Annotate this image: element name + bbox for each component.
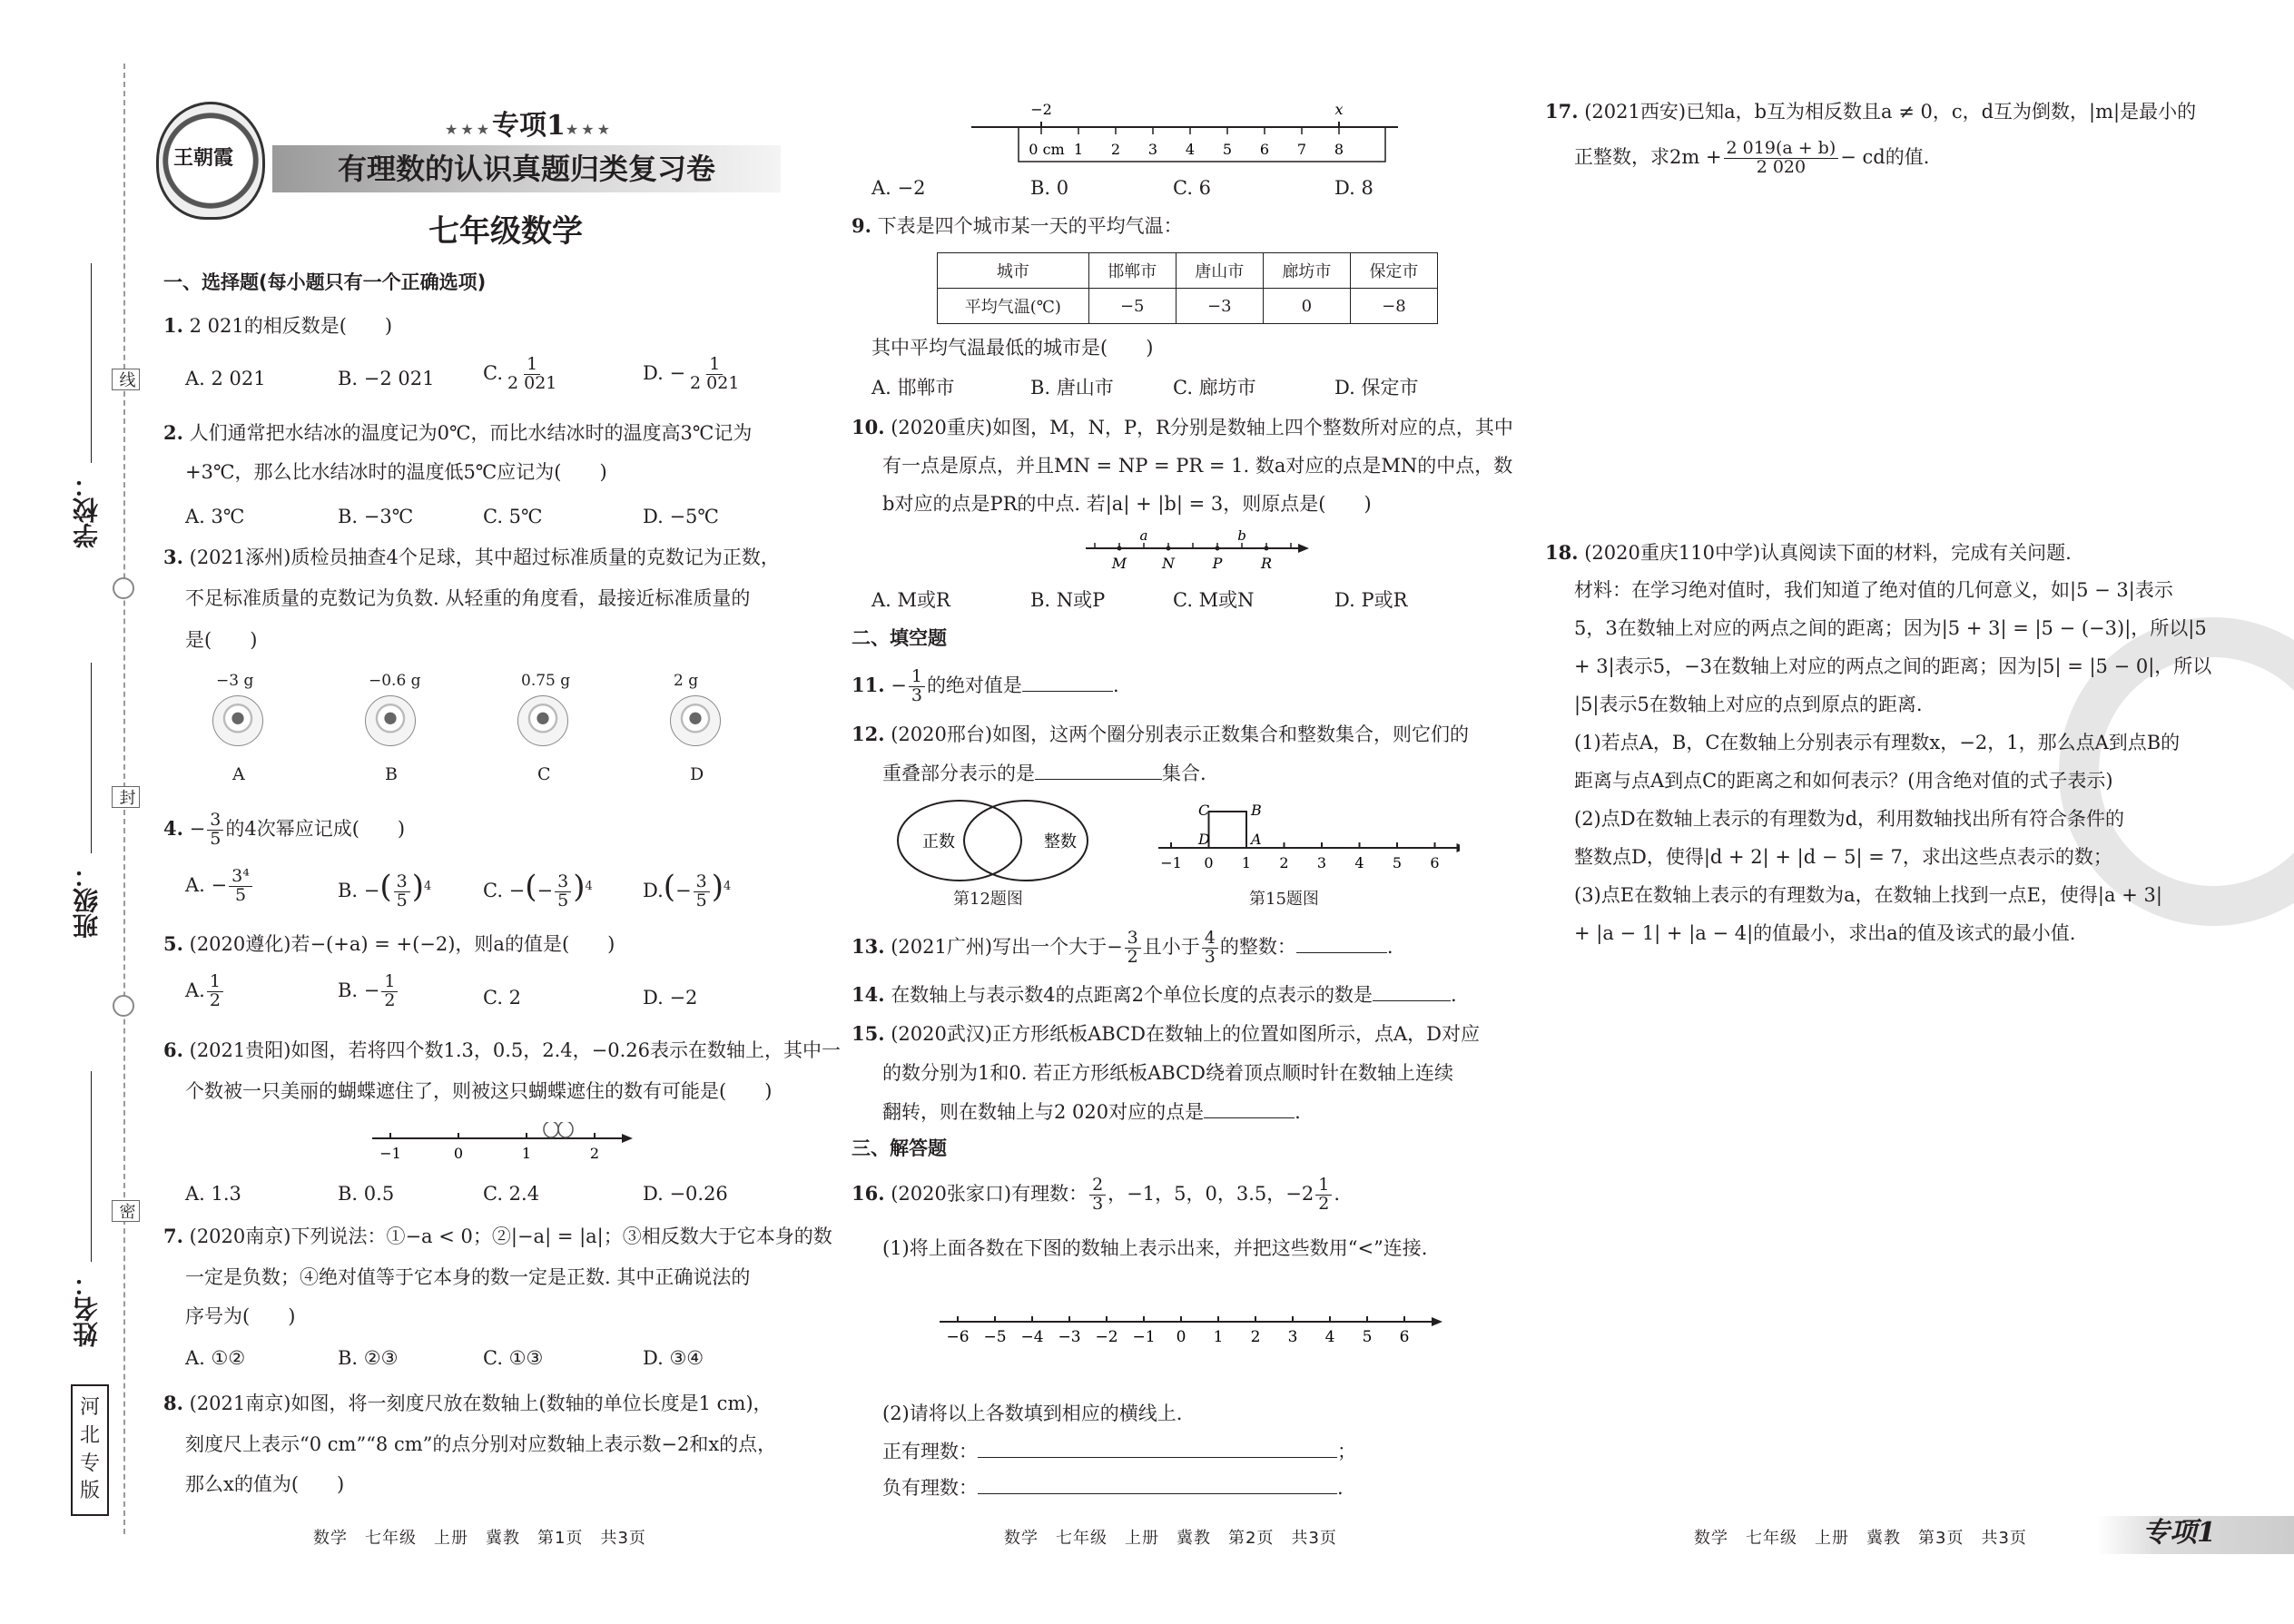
q8-option-a[interactable]: A. −2 <box>871 177 926 199</box>
edition-box <box>71 1384 109 1516</box>
q9-temperature-table <box>937 252 1438 324</box>
table-row <box>938 289 1438 324</box>
ruler-label: 4 <box>1185 141 1196 158</box>
q1-option-c[interactable]: C. $\frac{1}{2 021}$ <box>483 354 557 393</box>
point-label: a <box>1139 530 1148 544</box>
ruler-label: 7 <box>1296 141 1307 158</box>
point-label: M <box>1111 555 1127 572</box>
q7-option-d[interactable]: D. ③④ <box>643 1347 704 1369</box>
q7-line3: 序号为( ) <box>185 1305 296 1327</box>
tick-label: −2 <box>1095 1328 1118 1346</box>
ball-option-label[interactable]: C <box>537 764 551 784</box>
name-label: 姓名： <box>72 1271 102 1347</box>
q15-line1: 15. (2020武汉)正方形纸板ABCD在数轴上的位置如图所示，点A，D对应 <box>852 1022 1480 1045</box>
footer-page2: 数学 七年级 上册 冀教 第2页 共3页 <box>1004 1529 1337 1548</box>
q15-answer-blank[interactable] <box>1204 1100 1295 1118</box>
tick-label: 4 <box>1354 854 1364 871</box>
tick-label: 5 <box>1392 854 1403 871</box>
school-label: 学校： <box>72 472 102 548</box>
axis-point-label: −2 <box>1030 101 1052 118</box>
soccer-ball-icon <box>517 695 568 746</box>
tick-label: 1 <box>521 1145 532 1162</box>
tick-label: −3 <box>1058 1328 1081 1346</box>
tick-label: −1 <box>379 1145 401 1162</box>
tick-label: −4 <box>1020 1328 1044 1346</box>
point-dot <box>1167 546 1171 551</box>
positive-set-label: 正数 <box>922 832 955 851</box>
ruler-label: 2 <box>1110 141 1121 158</box>
q7-option-c[interactable]: C. ①③ <box>483 1347 544 1369</box>
table-cell: 平均气温(℃) <box>938 289 1089 324</box>
binding-mark-xian: 线 <box>112 369 140 390</box>
q4-option-b[interactable]: B. −( $\frac{3}{5}$ )$^4$ <box>338 869 432 910</box>
badge-stars: ★★★专项1★★★ <box>445 110 613 142</box>
q18-line4: + 3|表示5，−3在数轴上对应的两点之间的距离；因为|5| = |5 − 0|，所以 <box>1574 655 2212 677</box>
q1-option-b[interactable]: B. −2 021 <box>338 368 435 389</box>
q15-caption: 第15题图 <box>1249 890 1319 909</box>
subject-title: 七年级数学 <box>428 213 583 250</box>
q18-line11: + |a − 1| + |a − 4|的值最小，求出a的值及该式的最小值. <box>1574 922 2076 944</box>
ball-weight: 2 g <box>674 672 699 690</box>
axis-arrow <box>1432 1317 1442 1326</box>
q6-number-line <box>363 1122 635 1176</box>
q12-venn-diagram <box>891 795 1093 886</box>
point-label: b <box>1237 530 1246 544</box>
tick-label: 2 <box>1250 1328 1261 1346</box>
q12-line1: 12. (2020邢台)如图，这两个圈分别表示正数集合和整数集合，则它们的 <box>852 723 1470 745</box>
q9-option-d[interactable]: D. 保定市 <box>1334 377 1419 399</box>
ball-option-label[interactable]: D <box>690 764 704 784</box>
q18-line7: 距离与点A到点C的距离之和如何表示？(用含绝对值的式子表示) <box>1574 770 2113 792</box>
q7-option-a[interactable]: A. ①② <box>185 1347 246 1369</box>
table-cell: −3 <box>1176 289 1263 324</box>
name-field[interactable] <box>91 1071 92 1262</box>
q7-line1: 7. (2020南京)下列说法：①−a < 0；②|−a| = |a|；③相反数大于它本身的数 <box>163 1225 832 1247</box>
q17-line2: 正整数，求2m + $\frac{2 019(a + b)}{2 020}$ − cd的值. <box>1574 138 1930 177</box>
q6-option-a[interactable]: A. 1.3 <box>185 1183 241 1205</box>
axis-arrow <box>622 1134 633 1143</box>
tick-label: 0 <box>453 1145 464 1162</box>
q2-line1: 2. 人们通常把水结冰的温度记为0℃，而比水结冰时的温度高3℃记为 <box>163 421 753 444</box>
q5-option-d[interactable]: D. −2 <box>643 987 698 1009</box>
axis-arrow <box>1298 544 1309 553</box>
axis-point-label: x <box>1334 101 1344 118</box>
vertex-label: B <box>1251 802 1262 819</box>
section-solve: 三、解答题 <box>852 1137 947 1159</box>
seal-icon <box>113 995 134 1017</box>
ruler-label: 5 <box>1222 141 1233 158</box>
ruler-label: 8 <box>1334 141 1344 158</box>
q10-number-line <box>1086 530 1313 576</box>
square-abcd <box>1209 812 1247 848</box>
q17-line1: 17. (2021西安)已知a，b互为相反数且a ≠ 0，c，d互为倒数，|m|是最小的 <box>1545 100 2197 123</box>
q6-line2: 个数被一只美丽的蝴蝶遮住了，则被这只蝴蝶遮住的数有可能是( ) <box>185 1080 773 1102</box>
q10-option-a[interactable]: A. M或R <box>871 589 950 611</box>
q8-option-c[interactable]: C. 6 <box>1173 177 1212 199</box>
q4-option-d[interactable]: D.(− $\frac{3}{5}$ )$^4$ <box>643 869 732 910</box>
tick-label: −1 <box>1160 854 1182 871</box>
logo-badge <box>156 102 265 220</box>
vertex-label: A <box>1251 831 1262 848</box>
binding-mark-feng: 封 <box>112 786 140 808</box>
edition-char: 专 <box>79 1452 100 1475</box>
q2-option-c[interactable]: C. 5℃ <box>483 506 543 527</box>
q10-option-b[interactable]: B. N或P <box>1030 589 1106 611</box>
q4-option-c[interactable]: C. −(− $\frac{3}{5}$ )$^4$ <box>483 869 593 910</box>
q9-stem: 9. 下表是四个城市某一天的平均气温： <box>852 214 1183 237</box>
integer-set-label: 整数 <box>1044 832 1077 851</box>
ball-weight: −0.6 g <box>369 672 421 690</box>
q9-option-c[interactable]: C. 廊坊市 <box>1173 377 1256 399</box>
q16-part2: (2)请将以上各数填到相应的横线上. <box>882 1403 1183 1424</box>
q10-option-d[interactable]: D. P或R <box>1334 589 1408 611</box>
table-cell: −5 <box>1088 289 1176 324</box>
page-title: 有理数的认识真题归类复习卷 <box>338 152 716 186</box>
q18-line2: 材料：在学习绝对值时，我们知道了绝对值的几何意义，如|5 − 3|表示 <box>1574 579 2173 601</box>
axis-arrow <box>1457 843 1461 852</box>
positive-answer-blank[interactable] <box>978 1440 1337 1458</box>
table-cell: 城市 <box>938 253 1089 289</box>
binding-mark-mi: 密 <box>112 1200 140 1222</box>
q16-negative-row: 负有理数： . <box>882 1477 1344 1499</box>
q16-part1: (1)将上面各数在下图的数轴上表示出来，并把这些数用“<”连接. <box>882 1237 1428 1259</box>
ruler-label: 1 <box>1073 141 1084 158</box>
table-cell: 唐山市 <box>1176 253 1263 289</box>
table-cell: 保定市 <box>1350 253 1437 289</box>
soccer-ball-icon <box>670 695 721 746</box>
vertex-label: C <box>1198 802 1210 819</box>
q1: 1. 2 021的相反数是( ) <box>163 314 393 337</box>
table-cell: 邯郸市 <box>1088 253 1176 289</box>
class-label: 班级： <box>72 862 102 939</box>
q15-line3: 翻转，则在数轴上与2 020对应的点是 . <box>882 1101 1301 1123</box>
q9-option-a[interactable]: A. 邯郸市 <box>871 377 955 399</box>
butterfly-icon <box>558 1122 573 1137</box>
tick-label: −6 <box>946 1328 970 1346</box>
tick-label: 6 <box>1399 1328 1410 1346</box>
tick-label: −1 <box>1132 1328 1156 1346</box>
q11-answer-blank[interactable] <box>1022 674 1113 692</box>
vertex-label: D <box>1198 831 1210 848</box>
badge-title: 专项1 <box>492 110 566 142</box>
ball-weight: −3 g <box>216 672 254 690</box>
logo-text: 王朝霞 <box>173 146 234 170</box>
q15-square-figure <box>1151 797 1460 888</box>
tick-label: 0 <box>1204 854 1214 871</box>
seal-icon <box>113 577 134 599</box>
q1-option-d[interactable]: D. − $\frac{1}{2 021}$ <box>643 354 740 393</box>
point-dot <box>1216 546 1220 551</box>
q8-option-b[interactable]: B. 0 <box>1030 177 1069 199</box>
point-dot <box>1265 546 1269 551</box>
q8-option-d[interactable]: D. 8 <box>1334 177 1373 199</box>
q5-option-a[interactable]: A. $\frac{1}{2}$ <box>185 973 225 1010</box>
q5-option-b[interactable]: B. − $\frac{1}{2}$ <box>338 973 399 1010</box>
tick-label: 0 <box>1176 1328 1186 1346</box>
q4-option-a[interactable]: A. − $\frac{\text{3⁴}}{5}$ <box>185 868 254 905</box>
ruler-label: 0 cm <box>1029 141 1065 158</box>
q11: 11. − $\frac{1}{3}$ 的绝对值是 . <box>852 666 1119 705</box>
edition-char: 河 <box>79 1395 100 1419</box>
q9-option-b[interactable]: B. 唐山市 <box>1030 377 1114 399</box>
q3-line1: 3. (2021涿州)质检员抽查4个足球，其中超过标准质量的克数记为正数， <box>163 546 780 568</box>
q8-line3: 那么x的值为( ) <box>185 1473 345 1495</box>
footer-tag: 专项1 <box>2142 1517 2216 1549</box>
q15-line2: 的数分别为1和0. 若正方形纸板ABCD绕着顶点顺时针在数轴上连续 <box>882 1062 1453 1084</box>
tick-label: 1 <box>1213 1328 1224 1346</box>
q18-line1: 18. (2020重庆110中学)认真阅读下面的材料，完成有关问题. <box>1545 541 2072 564</box>
ruler-label: 6 <box>1259 141 1270 158</box>
soccer-ball-icon <box>212 695 263 746</box>
q6-line1: 6. (2021贵阳)如图，若将四个数1.3，0.5，2.4，−0.26表示在数轴上，其中一 <box>163 1038 841 1061</box>
footer-page3: 数学 七年级 上册 冀教 第3页 共3页 <box>1694 1529 2027 1548</box>
tick-label: 3 <box>1287 1328 1298 1346</box>
class-field[interactable] <box>91 663 92 853</box>
q3-line2: 不足标准质量的克数记为负数. 从轻重的角度看，最接近标准质量的 <box>185 587 751 609</box>
table-cell: 0 <box>1263 289 1350 324</box>
q12-caption: 第12题图 <box>953 890 1023 909</box>
q18-line6: (1)若点A，B，C在数轴上分别表示有理数x，−2，1，那么点A到点B的 <box>1574 732 2181 753</box>
q2-line2: +3℃，那么比水结冰时的温度低5℃应记为( ) <box>185 461 607 483</box>
q12-line2: 重叠部分表示的是 集合. <box>882 763 1206 784</box>
q1-option-a[interactable]: A. 2 021 <box>185 368 266 389</box>
section-fill: 二、填空题 <box>852 627 947 649</box>
q7-option-b[interactable]: B. ②③ <box>338 1347 399 1369</box>
q14-answer-blank[interactable] <box>1373 983 1451 1001</box>
table-cell: 廊坊市 <box>1263 253 1350 289</box>
table-row <box>938 253 1438 289</box>
q16-number-line[interactable] <box>935 1305 1452 1360</box>
q10-line2: 有一点是原点，并且MN = NP = PR = 1. 数a对应的点是MN的中点，数 <box>882 455 1513 477</box>
school-field[interactable] <box>91 263 92 463</box>
point-label: R <box>1260 555 1273 572</box>
ball-option-label[interactable]: A <box>232 764 245 784</box>
q2-option-d[interactable]: D. −5℃ <box>643 506 719 527</box>
q13-answer-blank[interactable] <box>1296 935 1387 953</box>
q7-line2: 一定是负数；④绝对值等于它本身的数一定是正数. 其中正确说法的 <box>185 1266 751 1288</box>
q8-line1: 8. (2021南京)如图，将一刻度尺放在数轴上(数轴的单位长度是1 cm)， <box>163 1392 773 1414</box>
ball-weight: 0.75 g <box>521 672 571 690</box>
point-dot <box>1117 546 1122 551</box>
footer-page1: 数学 七年级 上册 冀教 第1页 共3页 <box>313 1529 646 1548</box>
q6-option-d[interactable]: D. −0.26 <box>643 1183 728 1205</box>
ruler-label: 3 <box>1147 141 1158 158</box>
tick-label: 5 <box>1362 1328 1373 1346</box>
q18-line9: 整数点D，使得|d + 2| + |d − 5| = 7，求出这些点表示的数； <box>1574 846 2112 868</box>
q18-line5: |5|表示5在数轴上对应的点到原点的距离. <box>1574 694 1923 715</box>
butterfly-icon <box>544 1122 558 1137</box>
q6-option-b[interactable]: B. 0.5 <box>338 1183 395 1205</box>
q18-line8: (2)点D在数轴上表示的有理数为d，利用数轴找出所有符合条件的 <box>1574 808 2125 830</box>
q10-option-c[interactable]: C. M或N <box>1173 589 1255 611</box>
q16-stem: 16. (2020张家口)有理数： $\frac{2}{3}$ ，−1，5，0，3.5，−2 $\frac{1}{2}$ . <box>852 1175 1340 1214</box>
tick-label: 2 <box>1279 854 1289 871</box>
negative-answer-blank[interactable] <box>978 1476 1337 1494</box>
q18-line10: (3)点E在数轴上表示的有理数为a，在数轴上找到一点E，使得|a + 3| <box>1574 884 2162 906</box>
tick-label: 4 <box>1324 1328 1335 1346</box>
q4: 4. − $\frac{3}{5}$ 的4次幂应记成( ) <box>163 810 406 849</box>
q8-line2: 刻度尺上表示“0 cm”“8 cm”的点分别对应数轴上表示数−2和x的点， <box>185 1433 777 1455</box>
edition-char: 北 <box>79 1423 100 1447</box>
q10-line3: b对应的点是PR的中点. 若|a| + |b| = 3，则原点是( ) <box>882 493 1372 515</box>
tick-label: 1 <box>1241 854 1252 871</box>
tick-label: −5 <box>983 1328 1007 1346</box>
q14: 14. 在数轴上与表示数4的点距离2个单位长度的点表示的数是 . <box>852 983 1457 1006</box>
q16-positive-row: 正有理数： ； <box>882 1441 1356 1462</box>
q10-line1: 10. (2020重庆)如图，M，N，P，R分别是数轴上四个整数所对应的点，其中 <box>852 416 1513 438</box>
point-label: N <box>1162 555 1175 572</box>
section-choice: 一、选择题(每小题只有一个正确选项) <box>163 271 487 293</box>
edition-char: 版 <box>79 1480 100 1503</box>
positive-set-ellipse <box>898 801 1021 881</box>
tick-label: 3 <box>1316 854 1327 871</box>
tick-label: 6 <box>1430 854 1440 871</box>
q2-option-a[interactable]: A. 3℃ <box>185 506 245 527</box>
q13: 13. (2021广州)写出一个大于− $\frac{3}{2}$ 且小于 $\frac{4}{3}$ 的整数： . <box>852 928 1393 967</box>
table-cell: −8 <box>1350 289 1437 324</box>
tick-label: 2 <box>589 1145 600 1162</box>
q6-option-c[interactable]: C. 2.4 <box>483 1183 540 1205</box>
q8-ruler-figure <box>971 98 1398 163</box>
point-label: P <box>1212 555 1223 572</box>
q18-line3: 5，3在数轴上对应的两点之间的距离；因为|5 + 3| = |5 − (−3)|，所以|5 <box>1574 617 2207 639</box>
soccer-ball-icon <box>365 695 416 746</box>
q5-option-c[interactable]: C. 2 <box>483 987 522 1009</box>
q12-answer-blank[interactable] <box>1035 762 1162 780</box>
q5: 5. (2020遵化)若−(+a) = +(−2)，则a的值是( ) <box>163 932 615 955</box>
ball-option-label[interactable]: B <box>385 764 398 784</box>
q3-line3: 是( ) <box>185 629 258 651</box>
q2-option-b[interactable]: B. −3℃ <box>338 506 414 527</box>
q9-ask: 其中平均气温最低的城市是( ) <box>871 337 1154 359</box>
